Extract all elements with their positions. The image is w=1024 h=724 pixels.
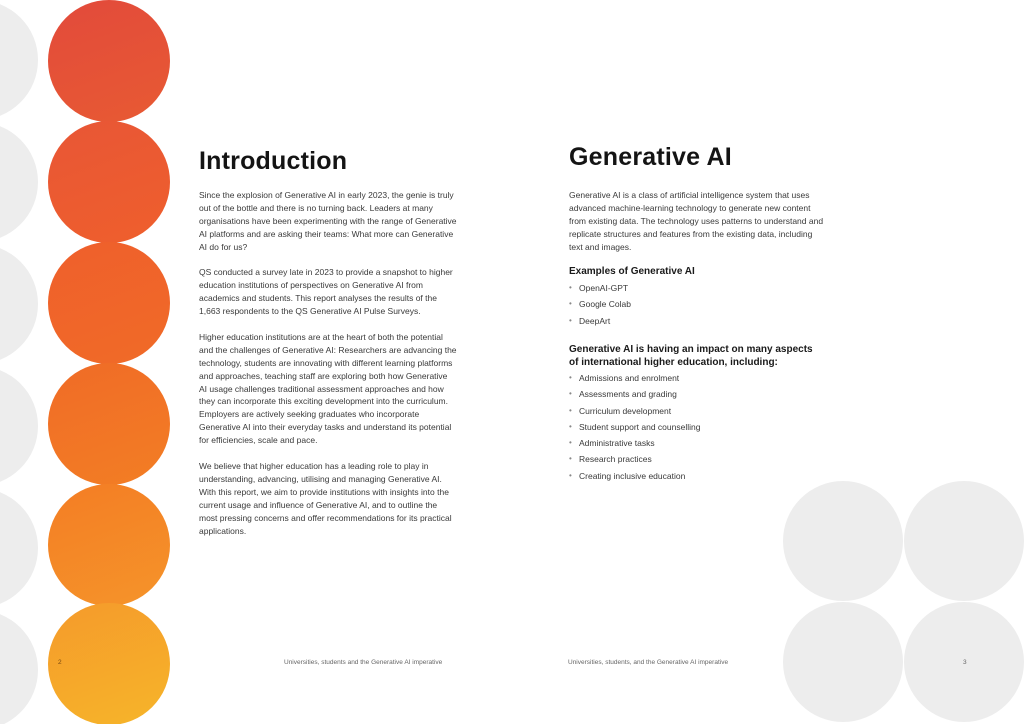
footer-text: Universities, students, and the Generative AI imperative — [568, 659, 729, 666]
right-page — [512, 0, 1024, 724]
decor-grey-circle — [904, 481, 1024, 601]
bullet-icon: • — [569, 470, 572, 480]
page-number: 2 — [58, 659, 62, 666]
bullet-icon: • — [569, 299, 572, 309]
list-item: • DeepArt — [569, 315, 611, 326]
bullet-icon: • — [569, 405, 572, 415]
bullet-icon: • — [569, 454, 572, 464]
bullet-icon: • — [569, 389, 572, 399]
decor-gradient-circle — [48, 363, 170, 485]
decor-grey-circle — [0, 488, 38, 608]
paragraph: We believe that higher education has a leading role to play in understanding, advancing, utilising and managing Generative AI. With this report, we aim to provide institutions with insights into the current usage and influence of Generative AI, and to outline the most pressing concerns and offer recommendations for its practical applications. — [199, 460, 452, 536]
decor-grey-circle — [0, 0, 38, 120]
decor-gradient-circle — [48, 121, 170, 243]
list-item: • OpenAI-GPT — [569, 283, 629, 293]
decor-grey-circle — [0, 122, 38, 242]
bullet-icon: • — [569, 315, 572, 325]
list-item: • Research practices — [569, 454, 652, 465]
list-item: • Administrative tasks — [569, 438, 655, 449]
list-item: • Google Colab — [569, 299, 631, 310]
page-number: 3 — [963, 659, 967, 666]
list-item: • Creating inclusive education — [569, 470, 686, 481]
list-item: • Admissions and enrolment — [569, 373, 680, 383]
decor-grey-circle — [0, 244, 38, 364]
list-item: • Assessments and grading — [569, 389, 677, 400]
decor-grey-circle — [0, 366, 38, 486]
examples-list — [569, 282, 631, 331]
decor-gradient-circle — [48, 242, 170, 364]
page-title: Introduction — [199, 147, 348, 175]
list-item: • Student support and counselling — [569, 421, 701, 432]
intro-body — [199, 189, 457, 550]
generative-ai-intro: Generative AI is a class of artificial intelligence system that uses advanced machine-learning technology to generate new content from existing data. The technology uses patterns to understand and replicate structures and features from the existing data, including text and images. — [569, 190, 824, 252]
paragraph: Since the explosion of Generative AI in early 2023, the genie is truly out of the bottle and there is no turning back. Leaders at many organisations have been experimenting with the range of Generative AI platforms and are asking their teams: What more can Generative AI do for us? — [199, 190, 457, 252]
decor-gradient-circle — [48, 484, 170, 606]
decor-gradient-circle — [48, 603, 170, 724]
decor-grey-circle — [783, 602, 903, 722]
decor-grey-circle — [783, 481, 903, 601]
decor-grey-circle — [0, 610, 38, 724]
bullet-icon: • — [569, 283, 572, 292]
bullet-icon: • — [569, 421, 572, 431]
impact-heading: Generative AI is having an impact on many aspects of international higher education, including: — [569, 344, 813, 368]
paragraph: QS conducted a survey late in 2023 to provide a snapshot to higher education institutions of perspectives on Generative AI from academics and students. This report analyses the results of the 1,663 respondents to the QS Generative AI Pulse Surveys. — [199, 267, 453, 317]
bullet-icon: • — [569, 373, 572, 382]
examples-heading: Examples of Generative AI — [569, 266, 695, 277]
page-title: Generative AI — [569, 143, 732, 171]
impact-list — [569, 372, 700, 486]
list-item: • Curriculum development — [569, 405, 672, 416]
paragraph: Higher education institutions are at the heart of both the potential and the challenges of Generative AI: Researchers are advancing the technology, students are innovating with different learning platforms and approaches, teaching staff are exploring both how Generative AI usage challenges traditional assessment approaches and how they can incorporate this exciting development into the curriculum. Employers are actively seeking graduates who incorporate Generative AI into their everyday tasks and understand its potential for efficiencies, scale and pace. — [199, 331, 457, 446]
footer-text: Universities, students and the Generative AI imperative — [284, 659, 443, 666]
decor-gradient-circle — [48, 0, 170, 122]
bullet-icon: • — [569, 438, 572, 448]
